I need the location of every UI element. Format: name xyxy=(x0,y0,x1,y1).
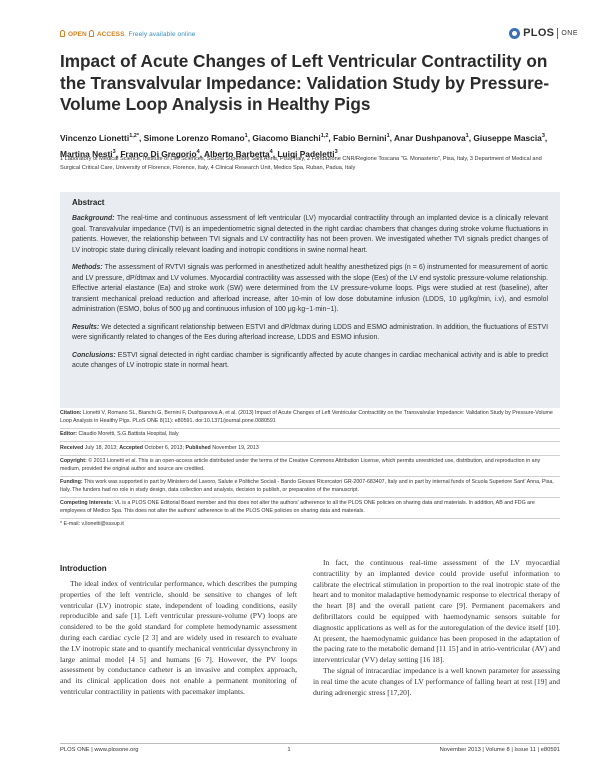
open-access-lock-icon-2 xyxy=(89,30,94,37)
footer-issue: November 2013 | Volume 8 | Issue 11 | e80591 xyxy=(439,747,560,753)
body-column-right xyxy=(313,558,560,698)
author: Simone Lorenzo Romano$^1$ xyxy=(143,132,248,143)
author: Anar Dushpanova$^1$ xyxy=(394,132,469,143)
abstract-background: Background: The real-time and continuous assessment of left ventricular (LV) myocardial contractility through an implanted device is a clinically relevant goal. Transvalvular impedance (TVI) is an impedentiometric signal detected in the right cardiac chambers that changes during stroke volume fluctuations in patients. However, the relationship between TVI signals and LV contractility has not been proven. We investigated whether TVI signals predict changes of LV inotropic state during clinically relevant loading and inotropic conditions in swine normal heart. xyxy=(72,215,548,254)
author-list: Vincenzo Lionetti$^{1,2*}$, Simone Lorenzo Romano$^1$, Giacomo Bianchi$^{1,2}$, Fabio Bernini$^1$, Anar Dushpanova$^1$, Giuseppe Mascia$^3$, Martina Nesti$^3$, Franco Di Gregorio$^4$, Alberto Barbetta$^4$, Luigi Padeletti$^3$ xyxy=(60,132,548,159)
abstract-conclusions: Conclusions: ESTVI signal detected in right cardiac chamber is significantly affected by acute changes in cardiac mechanical activity and is able to predict acute changes of LV inotropic state in normal heart. xyxy=(72,351,548,369)
author: Vincenzo Lionetti$^{1,2*}$ xyxy=(60,132,139,143)
copyright: Copyright: © 2013 Lionetti et al. This is an open-access article distributed under the terms of the Creative Commons Attribution License, which permits unrestricted use, distribution, and reproduction in any medium, provided the original author and source are credited. xyxy=(60,456,560,477)
article-title: Impact of Acute Changes of Left Ventricular Contractility on the Transvalvular Impedance: Validation Study by Pressure-Volume Loop Analysis in Healthy Pigs xyxy=(60,51,550,114)
author: Franco Di Gregorio$^4$ xyxy=(120,148,200,159)
email: * E-mail: v.lionetti@sssup.it xyxy=(60,520,124,527)
plos-logo-icon xyxy=(509,28,520,39)
plos-one-logo: PLOS ONE xyxy=(509,26,578,40)
author: Giuseppe Mascia$^3$ xyxy=(473,132,545,143)
paragraph: In fact, the continuous real-time assessment of the LV myocardial contractility by an implanted device could provide useful information to calibrate the electrical stimulation in proportion to the real inotropic state of the heart and to monitor maladaptive hemodynamic response to electrical therapy of the heart [8] and the overall patient care [9]. Permanent pacemakers and defibrillators could be equipped with haemodynamic sensors suitable for diagnostic applications as well as for the autoregulation of the device itself [10]. At present, the haemodynamic guidance has been proposed in the adaptation of the pacing rate to the metabolic demand [11 15] and in atrio-ventricular (AV) and interventricular (VV) delay setting [16 18]. xyxy=(313,558,560,665)
author: Luigi Padeletti$^3$ xyxy=(277,148,338,159)
author: Fabio Bernini$^1$ xyxy=(333,132,390,143)
abstract-heading: Abstract xyxy=(72,198,105,207)
citation: Citation: Lionetti V, Romano SL, Bianchi G, Bernini F, Dushpanova A, et al. (2013) Impact of Acute Changes of Left Ventricular Contractility on the Transvalvular Impedance: Validation Study by Pressure-Volume Loop Analysis in Healthy Pigs. PLoS ONE 8(11): e80591. doi:10.1371/journal.pone.0080591 xyxy=(60,408,560,429)
author: Martina Nesti$^3$ xyxy=(60,148,116,159)
page-footer xyxy=(60,743,560,753)
dates: Received July 18, 2013; Accepted October 6, 2013; Published November 19, 2013 xyxy=(60,442,560,455)
abstract-results: Results: We detected a significant relationship between ESTVI and dP/dtmax during LDDS and ESMO administration. In addition, the fluctuations of ESTVI were significantly related to changes of the Ees during afterload increase, LDDS and ESMO infusion. xyxy=(72,323,548,341)
footer-journal: PLOS ONE | www.plosone.org xyxy=(60,747,139,753)
abstract-box xyxy=(60,192,560,408)
affiliations: 1 Laboratory of Medical Science, Institute of Life Sciences, Scuola Superiore Sant'Anna, Pisa, Italy, 2 Fondazione CNR/Regione Toscana "G. Monasterio", Pisa, Italy, 3 Department of Medical and Surgical Critical Care, University of Florence, Florence, Italy, 4 Clinical Research Unit, Medico Spa, Ruban, Padua, Italy xyxy=(60,156,542,172)
author: Giacomo Bianchi$^{1,2}$ xyxy=(252,132,329,143)
page-number: 1 xyxy=(287,747,291,753)
body-column-left xyxy=(60,579,297,698)
article-metadata xyxy=(60,408,560,531)
paragraph: The ideal index of ventricular performance, which describes the pumping properties of the left ventricle, should be sensitive to changes of left ventricular (LV) inotropic state, independent of loading conditions, easily reproducible and safe [1]. Left ventricular pressure-volume (PV) loops are considered to be the gold standard for complete hemodynamic assessment during each cardiac cycle [2 3] and are widely used in research to evaluate the LV inotropic state and to quantify mechanical ventricular dyssynchrony in large animal model [4 5] and humans [6 7]. However, the PV loops assessment by conductance catheter is an invasive and complex approach, and its clinical application does not enable a permanent monitoring of ventricular contractility in patients with pacemaker implants. xyxy=(60,579,297,696)
freely-available-label: Freely available online xyxy=(128,31,196,38)
open-access-lock-icon xyxy=(60,30,65,37)
introduction-heading: Introduction xyxy=(60,564,107,573)
funding: Funding: This work was supported in part by Ministero del Lavoro, Salute e Politiche Sociali - Bando Giovani Ricercatori GR-2007-683407, Italy and in part by internal funds of Scuola Superiore Sant' Anna, Pisa, Italy. The funders had no role in study design, data collection and analysis, decision to publish, or preparation of the manuscript. xyxy=(60,477,560,498)
editor: Editor: Claudio Moretti, S.G.Battista Hospital, Italy xyxy=(60,429,560,442)
open-access-badge: OPEN ACCESS Freely available online xyxy=(60,30,196,38)
paragraph: The signal of intracardiac impedance is a well known parameter for assessing in real time the acute changes of LV performance of falling heart at rest [19] and during adrenergic stress [17,20]. xyxy=(313,665,560,697)
author: Alberto Barbetta$^4$ xyxy=(204,148,273,159)
competing-interests: Competing Interests: VL is a PLOS ONE Editorial Board member and this does not alter the authors' adherence to all the PLOS ONE policies on sharing data and materials. In addition, AB and FDG are employees of Medico Spa. This does not alter the authors' adherence to all the PLOS ONE policies on sharing data and materials. xyxy=(60,498,560,519)
abstract-methods: Methods: The assessment of RVTVI signals was performed in anesthetized adult healthy anesthetized pigs (n = 6) instrumented for measurement of aortic and LV pressure, dP/dtmax and LV volumes. Myocardial contractility was assessed with the slope (Ees) of the LV end systolic pressure-volume relationship. Effective arterial elastance (Ea) and stroke work (SW) were determined from the LV pressure-volume loops. Pigs were studied at rest (baseline), after transient mechanical preload reduction and afterload increase, after 10-min of low dose dobutamine infusion (LDDS, 10 μg/kg/min, i.v), and esmolol administration (ESMO, bolus of 500 μg and continuous infusion of 100 μg·kg−1·min−1). xyxy=(72,264,548,313)
